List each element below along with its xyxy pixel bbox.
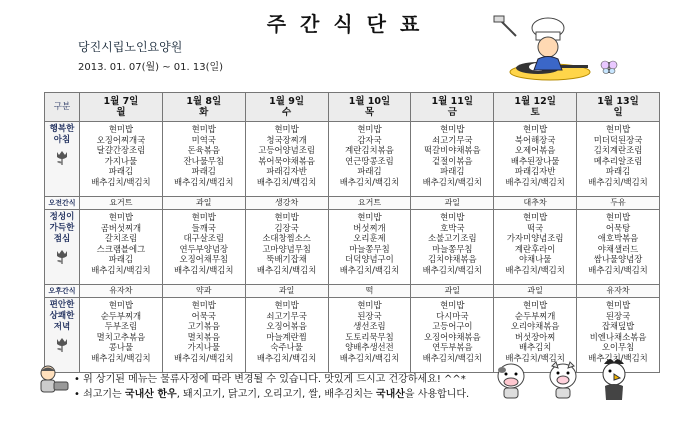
menu-cell xyxy=(328,298,411,373)
menu-item: 배추김치/백김치 xyxy=(505,264,565,275)
menu-item: 감자국 xyxy=(357,134,382,145)
menu-item: 현미밥 xyxy=(605,124,631,134)
menu-item: 배추김치/백김치 xyxy=(174,352,234,363)
menu-item: 배추김치/백김치 xyxy=(91,176,151,187)
menu-cell xyxy=(411,122,494,197)
day-date: 1월 8일 xyxy=(186,96,222,107)
menu-item: 생선조림 xyxy=(353,321,386,332)
snack-cell: 대추차 xyxy=(494,197,577,210)
menu-item: 두부조림 xyxy=(104,321,138,332)
menu-item: 현미밥 xyxy=(108,212,134,222)
notes xyxy=(74,372,469,402)
menu-item: 파래김 xyxy=(440,166,465,177)
note-origin-beef: 국내산 한우 xyxy=(124,389,177,400)
menu-item: 현미밥 xyxy=(605,300,631,310)
menu-item: 오징어채무침 xyxy=(179,254,229,265)
menu-item: 쇠고기무국 xyxy=(432,134,473,145)
note-line-1: 위 상기된 메뉴는 물류사정에 따라 변경될 수 있습니다. 맛있게 드시고 건강하세요! ^^* xyxy=(83,374,466,385)
menu-item: 오징어볶음 xyxy=(266,321,307,332)
menu-item: 계란후라이 xyxy=(514,243,556,254)
menu-item: 연근땅콩조림 xyxy=(345,155,394,166)
day-date: 1월 11일 xyxy=(431,96,474,107)
menu-item: 잡채덮밥 xyxy=(601,321,635,332)
menu-item: 배추김치/백김치 xyxy=(91,352,151,363)
meal-label-line: 행복한 xyxy=(49,124,75,134)
pm-snack-row xyxy=(45,285,660,298)
meal-label-line: 상쾌한 xyxy=(49,311,75,321)
lunch-row-label xyxy=(45,210,80,285)
menu-item: 가지나물 xyxy=(187,342,220,353)
menu-item: 배추김치/백김치 xyxy=(588,264,648,275)
menu-cell xyxy=(80,210,163,285)
menu-item: 순두부찌개 xyxy=(100,310,142,321)
menu-item: 소불고기조림 xyxy=(428,233,477,244)
menu-item: 파래김 xyxy=(108,166,134,177)
menu-cell xyxy=(577,122,660,197)
snack-cell: 두유 xyxy=(577,197,660,210)
menu-item: 현미밥 xyxy=(274,300,299,310)
menu-item: 파래김 xyxy=(605,166,631,177)
menu-item: 오리야채볶음 xyxy=(510,321,560,332)
snack-cell: 요거트 xyxy=(80,197,163,210)
menu-item: 가지나물 xyxy=(104,155,138,166)
menu-item: 고마양념무침 xyxy=(262,243,311,254)
menu-item: 더덕양념구이 xyxy=(345,254,394,265)
menu-item: 메추리알조림 xyxy=(593,155,643,166)
menu-item: 쇠고기무국 xyxy=(266,310,307,321)
menu-item: 고등어구이 xyxy=(432,321,473,332)
menu-item: 연두부양념장 xyxy=(179,243,229,254)
day-weekday: 수 xyxy=(282,107,292,118)
snack-cell: 유자차 xyxy=(80,285,163,298)
menu-cell xyxy=(245,298,328,373)
menu-item: 미더덕된장국 xyxy=(593,134,643,145)
day-weekday: 토 xyxy=(530,107,540,118)
menu-cell xyxy=(411,210,494,285)
weekly-menu-table xyxy=(44,92,660,373)
lunch-row xyxy=(45,210,660,285)
menu-item: 파래김 xyxy=(108,254,134,265)
day-weekday: 화 xyxy=(199,107,209,118)
menu-cell xyxy=(245,122,328,197)
note-origin-a: 쇠고기는 xyxy=(83,389,122,400)
menu-item: 비엔나채소볶음 xyxy=(589,331,647,342)
day-weekday: 일 xyxy=(613,107,623,118)
menu-item: 된장국 xyxy=(605,310,631,321)
menu-item: 뚝배기잡채 xyxy=(266,254,307,265)
menu-item: 버섯찌개 xyxy=(353,222,386,233)
menu-item: 현미밥 xyxy=(274,212,299,222)
note-origin-c: , 돼지고기, 닭고기, 오리고기, 쌀, 배추김치는 xyxy=(176,389,373,400)
date-range: 2013. 01. 07(월) ~ 01. 13(일) xyxy=(78,62,224,73)
organization-name: 당진시립노인요양원 xyxy=(78,40,183,54)
menu-item: 떡국 xyxy=(527,222,544,233)
menu-item: 현미밥 xyxy=(523,300,548,310)
menu-item: 마늘계란찜 xyxy=(266,331,307,342)
menu-item: 현미밥 xyxy=(108,300,134,310)
menu-item: 고등어양념조림 xyxy=(258,145,315,156)
menu-item: 현미밥 xyxy=(274,124,299,134)
day-date: 1월 13일 xyxy=(597,96,639,107)
menu-cell xyxy=(328,122,411,197)
am-snack-row xyxy=(45,197,660,210)
menu-item: 배추김치/백김치 xyxy=(256,176,317,187)
menu-item: 배추김치/백김치 xyxy=(588,352,648,363)
day-header xyxy=(328,93,411,122)
menu-item: 미역국 xyxy=(191,134,216,145)
page-title: 주간식단표 xyxy=(266,12,434,36)
menu-item: 현미밥 xyxy=(357,124,382,134)
menu-item: 멸치볶음 xyxy=(187,331,220,342)
menu-item: 겉절이볶음 xyxy=(432,155,473,166)
menu-item: 배추김치/백김치 xyxy=(505,352,565,363)
menu-item: 마늘쫑무침 xyxy=(349,243,390,254)
menu-item: 배추김치/백김치 xyxy=(422,352,483,363)
menu-item: 돈육볶음 xyxy=(187,145,220,156)
note-change-notice: • 위 상기된 메뉴는 물류사정에 따라 변경될 수 있습니다. 맛있게 드시고 건강하세요! ^^* xyxy=(74,374,466,385)
snack-cell: 과일 xyxy=(162,197,245,210)
menu-item: 배추김치/백김치 xyxy=(505,176,565,187)
menu-item: 파래김자반 xyxy=(266,166,307,177)
menu-item: 갈치조림 xyxy=(104,233,138,244)
menu-item: 오징어찌개국 xyxy=(96,134,146,145)
day-date: 1월 7일 xyxy=(103,96,139,107)
menu-item: 멸치고추볶음 xyxy=(96,331,146,342)
meal-label-line: 아침 xyxy=(53,135,71,145)
menu-item: 도토리묵무침 xyxy=(345,331,394,342)
menu-cell xyxy=(494,122,577,197)
menu-item: 오이무침 xyxy=(601,342,635,353)
meal-label-line: 저녁 xyxy=(53,322,71,332)
menu-item: 배추김치/백김치 xyxy=(339,352,400,363)
meal-label-line: 가득한 xyxy=(49,223,75,233)
day-date: 1월 10일 xyxy=(348,96,391,107)
menu-item: 어묵탕 xyxy=(605,222,631,233)
menu-item: 들깨국 xyxy=(191,222,216,233)
breakfast-row-label xyxy=(45,122,80,197)
snack-cell: 과일 xyxy=(245,285,328,298)
pm-snack-row-label: 오후간식 xyxy=(45,285,80,298)
menu-item: 배추김치/백김치 xyxy=(422,264,483,275)
table-header-row xyxy=(45,93,660,122)
tulip-icon xyxy=(54,149,70,165)
day-weekday: 월 xyxy=(116,107,126,118)
menu-item: 파래김자반 xyxy=(514,166,556,177)
menu-item: 김치계란조림 xyxy=(593,145,643,156)
menu-item: 달걀간장조림 xyxy=(96,145,146,156)
butterfly-icon xyxy=(600,60,618,74)
menu-item: 야채샐러드 xyxy=(597,243,639,254)
menu-item: 호박국 xyxy=(440,222,465,233)
snack-cell: 요거트 xyxy=(328,197,411,210)
dinner-row-label xyxy=(45,298,80,373)
meal-label-line: 점심 xyxy=(53,234,71,244)
chef-cooking-icon xyxy=(488,14,608,84)
note-origin: • 쇠고기는 국내산 한우, 돼지고기, 닭고기, 오리고기, 쌀, 배추김치는 국내산을 사용합니다. xyxy=(74,389,470,400)
day-header xyxy=(411,93,494,122)
menu-item: 야채나물 xyxy=(518,254,552,265)
tulip-icon xyxy=(54,248,70,264)
menu-item: 배추김치/백김치 xyxy=(91,264,151,275)
menu-item: 계란김치볶음 xyxy=(345,145,394,156)
menu-item: 북어해장국 xyxy=(514,134,556,145)
meal-label-line: 편안한 xyxy=(49,300,75,310)
day-weekday: 목 xyxy=(364,107,375,118)
menu-item: 어묵국 xyxy=(191,310,216,321)
menu-item: 김장국 xyxy=(274,222,299,233)
menu-item: 가자미양념조림 xyxy=(506,233,564,244)
menu-item: 배추김치/백김치 xyxy=(174,176,234,187)
chicken-character-icon xyxy=(596,356,632,402)
menu-item: 배추김치/백김치 xyxy=(339,176,400,187)
day-header xyxy=(494,93,577,122)
menu-item: 현미밥 xyxy=(440,300,465,310)
menu-item: 현미밥 xyxy=(191,212,216,222)
menu-item: 버섯장아찌 xyxy=(514,331,556,342)
menu-item: 현미밥 xyxy=(523,124,548,134)
menu-cell xyxy=(245,210,328,285)
corner-label: 구분 xyxy=(45,93,80,122)
menu-item: 고기볶음 xyxy=(187,321,220,332)
cow-character-icon xyxy=(494,360,528,400)
menu-cell xyxy=(162,210,245,285)
day-header xyxy=(245,93,328,122)
menu-item: 배추된장나물 xyxy=(510,155,560,166)
menu-item: 청국장찌개 xyxy=(266,134,307,145)
snack-cell: 과일 xyxy=(411,285,494,298)
day-header xyxy=(162,93,245,122)
menu-item: 숙주나물 xyxy=(270,342,303,353)
menu-item: 대구살조림 xyxy=(183,233,224,244)
menu-item: 된장국 xyxy=(357,310,382,321)
menu-cell xyxy=(577,210,660,285)
snack-cell: 약과 xyxy=(162,285,245,298)
menu-item: 볶어묵야채볶음 xyxy=(258,155,315,166)
menu-item: 연두부볶음 xyxy=(432,342,473,353)
menu-item: 파래김 xyxy=(191,166,216,177)
pig-character-icon xyxy=(546,360,580,400)
snack-cell: 떡 xyxy=(328,285,411,298)
menu-item: 배추김치 xyxy=(518,342,552,353)
menu-cell xyxy=(80,298,163,373)
day-header xyxy=(80,93,163,122)
menu-item: 다시마국 xyxy=(436,310,469,321)
menu-cell xyxy=(162,122,245,197)
menu-item: 애호박볶음 xyxy=(597,233,639,244)
menu-item: 오리훈제 xyxy=(353,233,386,244)
menu-item: 배추김치/백김치 xyxy=(256,264,317,275)
menu-item: 콩나물 xyxy=(108,342,134,353)
menu-item: 곰버섯찌개 xyxy=(100,222,142,233)
menu-item: 현미밥 xyxy=(440,212,465,222)
menu-cell xyxy=(80,122,163,197)
snack-cell: 생강차 xyxy=(245,197,328,210)
snack-cell: 과일 xyxy=(494,285,577,298)
menu-item: 잔나물무침 xyxy=(183,155,224,166)
menu-item: 배추김치/백김치 xyxy=(174,264,234,275)
menu-cell xyxy=(162,298,245,373)
menu-cell xyxy=(328,210,411,285)
menu-item: 현미밥 xyxy=(605,212,631,222)
am-snack-row-label: 오전간식 xyxy=(45,197,80,210)
menu-item: 현미밥 xyxy=(191,124,216,134)
day-header xyxy=(577,93,660,122)
menu-item: 현미밥 xyxy=(440,124,465,134)
menu-item: 배추김치/백김치 xyxy=(588,176,648,187)
menu-item: 배추김치/백김치 xyxy=(256,352,317,363)
day-weekday: 금 xyxy=(447,107,457,118)
meal-label-line: 정성이 xyxy=(49,212,75,222)
menu-item: 소대창찜소스 xyxy=(262,233,311,244)
note-origin-domestic: 국내산 xyxy=(375,389,405,400)
menu-item: 배추김치/백김치 xyxy=(422,176,483,187)
menu-cell xyxy=(411,298,494,373)
note-origin-e: 을 사용합니다. xyxy=(404,389,470,400)
menu-cell xyxy=(494,210,577,285)
menu-item: 순두부찌개 xyxy=(514,310,556,321)
menu-item: 현미밥 xyxy=(357,212,382,222)
menu-item: 파래김 xyxy=(357,166,382,177)
snack-cell: 과일 xyxy=(411,197,494,210)
menu-item: 현미밥 xyxy=(357,300,382,310)
menu-item: 배추김치/백김치 xyxy=(339,264,400,275)
menu-item: 현미밥 xyxy=(523,212,548,222)
snack-cell: 유자차 xyxy=(577,285,660,298)
menu-item: 오제어볶음 xyxy=(514,145,556,156)
day-date: 1월 9일 xyxy=(269,96,305,107)
day-date: 1월 12일 xyxy=(514,96,556,107)
menu-item: 오징어야채볶음 xyxy=(423,331,481,342)
tulip-icon xyxy=(54,336,70,352)
menu-item: 현미밥 xyxy=(108,124,134,134)
menu-item: 현미밥 xyxy=(191,300,216,310)
menu-item: 양배추생선전 xyxy=(345,342,394,353)
menu-item: 마늘쫑무침 xyxy=(432,243,473,254)
menu-item: 김치야채볶음 xyxy=(428,254,477,265)
menu-item: 떡갈비야채볶음 xyxy=(423,145,481,156)
worker-character-icon xyxy=(32,364,72,398)
breakfast-row xyxy=(45,122,660,197)
menu-item: 쌈나물양념장 xyxy=(593,254,643,265)
menu-item: 스크램블에그 xyxy=(96,243,146,254)
